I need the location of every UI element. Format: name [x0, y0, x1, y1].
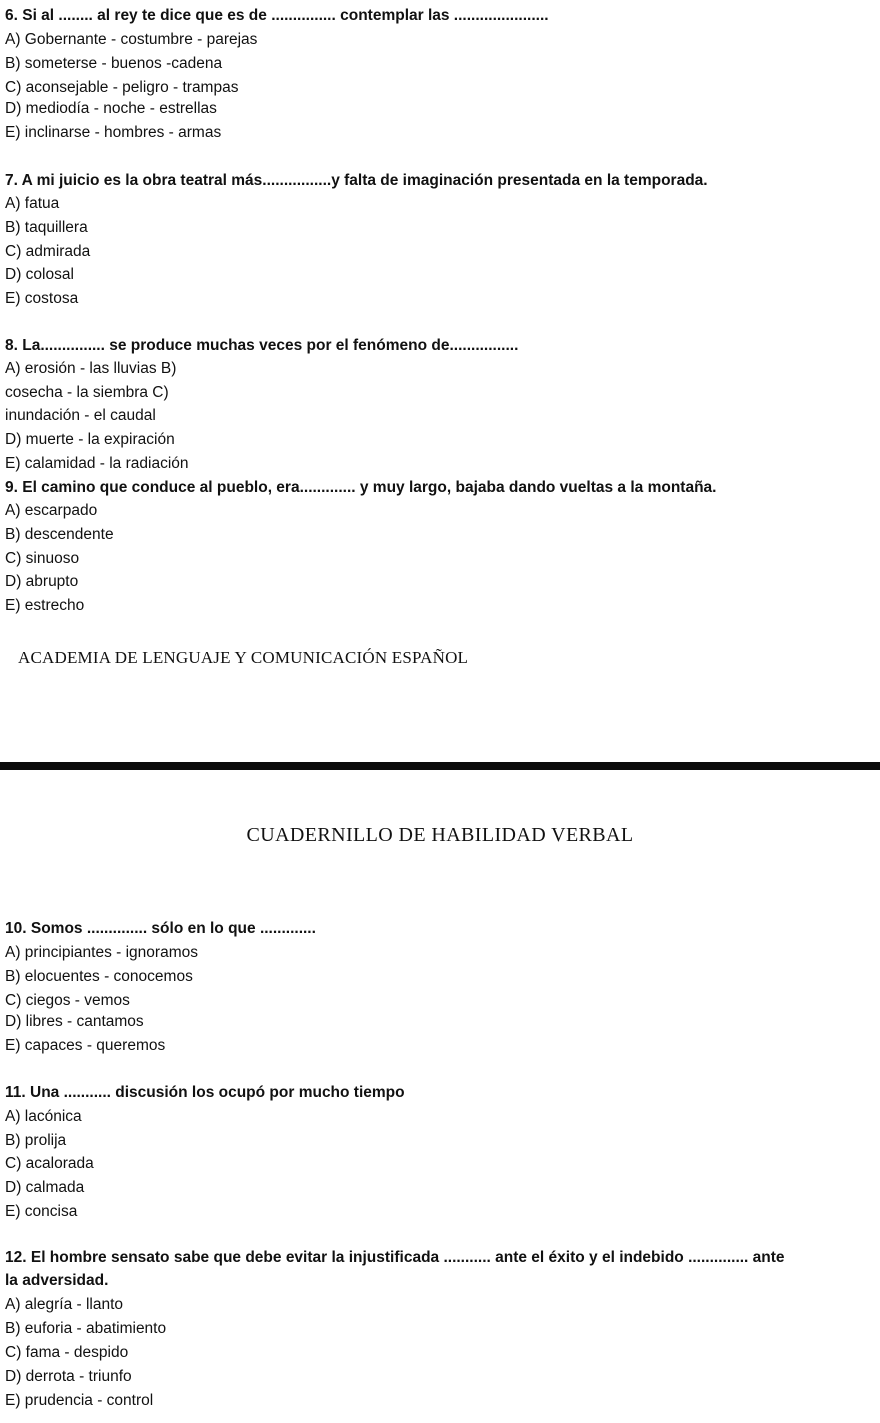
question-9-option-c: C) sinuoso [5, 550, 80, 567]
question-7-option-c: C) admirada [5, 243, 91, 260]
question-10-option-c: C) ciegos - vemos [5, 992, 130, 1009]
question-12-option-a: A) alegría - llanto [5, 1296, 124, 1313]
question-7-stem: 7. A mi juicio es la obra teatral más................y falta de imaginación presentada en la temporada. [5, 172, 708, 189]
question-10-stem: 10. Somos .............. sólo en lo que ............. [5, 920, 316, 937]
page-divider [0, 762, 880, 770]
question-8-stem: 8. La............... se produce muchas veces por el fenómeno de................ [5, 337, 519, 354]
question-12-option-e: E) prudencia - control [5, 1392, 154, 1409]
question-8-option-e: E) calamidad - la radiación [5, 455, 189, 472]
question-10-option-e: E) capaces - queremos [5, 1037, 166, 1054]
question-12-stem-line-2: la adversidad. [5, 1272, 109, 1289]
question-10-option-d: D) libres - cantamos [5, 1013, 144, 1030]
question-12-option-c: C) fama - despido [5, 1344, 129, 1361]
question-12-option-d: D) derrota - triunfo [5, 1368, 132, 1385]
question-8-option-c: inundación - el caudal [5, 407, 156, 424]
academy-header: ACADEMIA DE LENGUAJE Y COMUNICACIÓN ESPAÑOL [18, 648, 469, 667]
booklet-title: CUADERNILLO DE HABILIDAD VERBAL [246, 824, 634, 846]
question-6-option-a: A) Gobernante - costumbre - parejas [5, 31, 258, 48]
question-11-stem: 11. Una ........... discusión los ocupó por mucho tiempo [5, 1084, 405, 1101]
question-11-option-e: E) concisa [5, 1203, 78, 1220]
question-6-option-e: E) inclinarse - hombres - armas [5, 124, 222, 141]
question-7-option-d: D) colosal [5, 266, 74, 283]
question-12-stem-line-1: 12. El hombre sensato sabe que debe evitar la injustificada ........... ante el éxito y el indebido .............. ante [5, 1249, 785, 1266]
question-9-option-e: E) estrecho [5, 597, 85, 614]
question-6-option-d: D) mediodía - noche - estrellas [5, 100, 217, 117]
question-6-option-c: C) aconsejable - peligro - trampas [5, 79, 239, 96]
question-12-option-b: B) euforia - abatimiento [5, 1320, 167, 1337]
question-9-stem: 9. El camino que conduce al pueblo, era............. y muy largo, bajaba dando vueltas a la montaña. [5, 479, 717, 496]
question-8-option-a: A) erosión - las lluvias B) [5, 360, 177, 377]
question-11-option-c: C) acalorada [5, 1155, 94, 1172]
question-10-option-b: B) elocuentes - conocemos [5, 968, 193, 985]
question-11-option-a: A) lacónica [5, 1108, 82, 1125]
question-7-option-b: B) taquillera [5, 219, 88, 236]
question-7-option-e: E) costosa [5, 290, 79, 307]
question-8-option-b: cosecha - la siembra C) [5, 384, 169, 401]
question-10-option-a: A) principiantes - ignoramos [5, 944, 198, 961]
question-6-stem: 6. Si al ........ al rey te dice que es de ............... contemplar las ...................... [5, 7, 549, 24]
question-11-option-d: D) calmada [5, 1179, 85, 1196]
question-9-option-b: B) descendente [5, 526, 114, 543]
question-11-option-b: B) prolija [5, 1132, 67, 1149]
question-8-option-d: D) muerte - la expiración [5, 431, 175, 448]
question-7-option-a: A) fatua [5, 195, 60, 212]
question-9-option-d: D) abrupto [5, 573, 79, 590]
question-9-option-a: A) escarpado [5, 502, 98, 519]
question-6-option-b: B) someterse - buenos -cadena [5, 55, 223, 72]
